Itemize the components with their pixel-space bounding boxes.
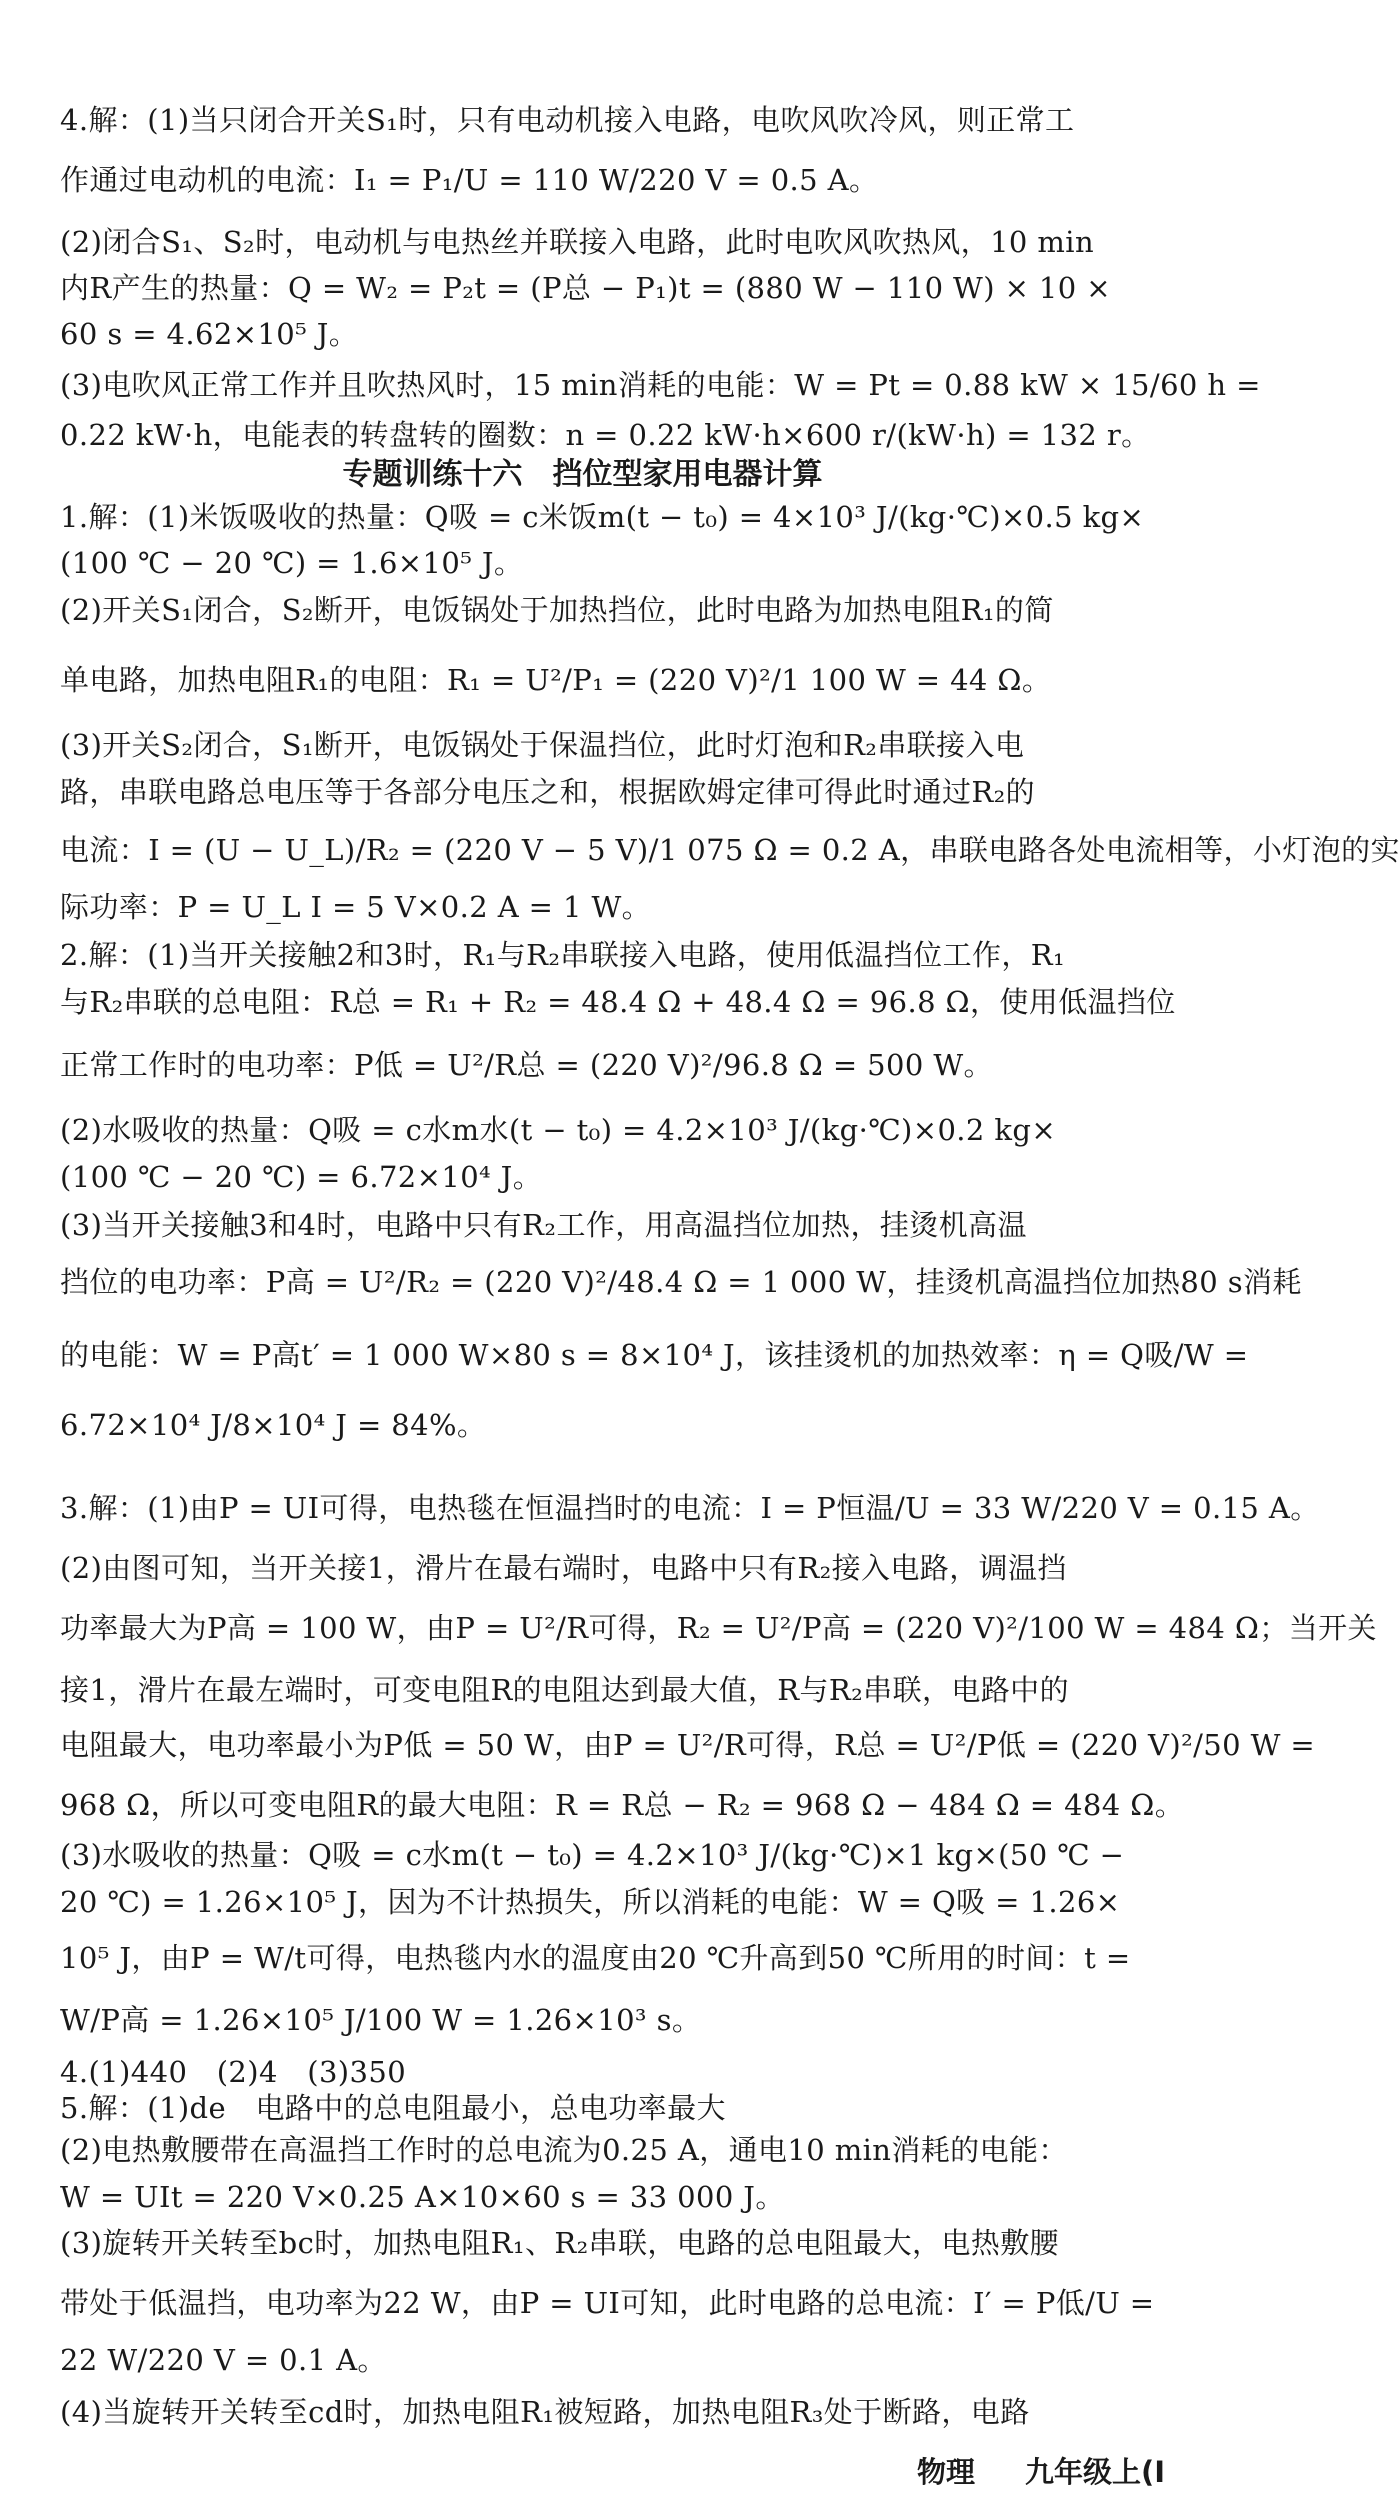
text-line: 3.解：(1)由P = UI可得，电热毯在恒温挡时的电流：I = P恒温/U = 33 W/220 V = 0.15 A。	[60, 1491, 1320, 1525]
text-line: 10⁵ J，由P = W/t可得，电热毯内水的温度由20 ℃升高到50 ℃所用的时间：t =	[60, 1941, 1131, 1975]
text-line: 际功率：P = U_L I = 5 V×0.2 A = 1 W。	[60, 890, 652, 924]
text-line: 电阻最大，电功率最小为P低 = 50 W，由P = U²/R可得，R总 = U²/P低 = (220 V)²/50 W =	[60, 1728, 1316, 1762]
text-line: 60 s = 4.62×10⁵ J。	[60, 317, 359, 351]
footer-grade: 九年级上(I	[1024, 2455, 1165, 2489]
text-line: 电流：I = (U − U_L)/R₂ = (220 V − 5 V)/1 075 Ω = 0.2 A，串联电路各处电流相等，小灯泡的实	[60, 833, 1400, 867]
text-line: (4)当旋转开关转至cd时，加热电阻R₁被短路，加热电阻R₃处于断路，电路	[60, 2395, 1030, 2429]
text-line: 内R产生的热量：Q = W₂ = P₂t = (P总 − P₁)t = (880 W − 110 W) × 10 ×	[60, 271, 1111, 305]
text-line: (2)电热敷腰带在高温挡工作时的总电流为0.25 A，通电10 min消耗的电能：	[60, 2133, 1068, 2167]
text-line: (3)开关S₂闭合，S₁断开，电饭锅处于保温挡位，此时灯泡和R₂串联接入电	[60, 728, 1025, 762]
text-line: 4.解：(1)当只闭合开关S₁时，只有电动机接入电路，电吹风吹冷风，则正常工	[60, 103, 1075, 137]
text-line: (2)闭合S₁、S₂时，电动机与电热丝并联接入电路，此时电吹风吹热风，10 min	[60, 225, 1095, 259]
text-line: (2)由图可知，当开关接1，滑片在最右端时，电路中只有R₂接入电路，调温挡	[60, 1551, 1067, 1585]
text-line: 正常工作时的电功率：P低 = U²/R总 = (220 V)²/96.8 Ω = 500 W。	[60, 1048, 993, 1082]
text-line: 0.22 kW·h，电能表的转盘转的圈数：n = 0.22 kW·h×600 r/(kW·h) = 132 r。	[60, 418, 1151, 452]
text-line: 22 W/220 V = 0.1 A。	[60, 2343, 387, 2377]
text-line: 与R₂串联的总电阻：R总 = R₁ + R₂ = 48.4 Ω + 48.4 Ω = 96.8 Ω，使用低温挡位	[60, 985, 1176, 1019]
text-line: (3)旋转开关转至bc时，加热电阻R₁、R₂串联，电路的总电阻最大，电热敷腰	[60, 2226, 1060, 2260]
text-line: 968 Ω，所以可变电阻R的最大电阻：R = R总 − R₂ = 968 Ω − 484 Ω = 484 Ω。	[60, 1788, 1185, 1822]
text-line: 5.解：(1)de 电路中的总电阻最小，总电功率最大	[60, 2091, 726, 2125]
section-heading: 专题训练十六 挡位型家用电器计算	[342, 457, 823, 492]
text-line: (2)水吸收的热量：Q吸 = c水m水(t − t₀) = 4.2×10³ J/(kg·℃)×0.2 kg×	[60, 1113, 1057, 1147]
text-line: 路，串联电路总电压等于各部分电压之和，根据欧姆定律可得此时通过R₂的	[60, 775, 1036, 809]
text-line: 6.72×10⁴ J/8×10⁴ J = 84%。	[60, 1408, 487, 1442]
page-footer	[867, 2452, 1165, 2492]
text-line: 功率最大为P高 = 100 W，由P = U²/R可得，R₂ = U²/P高 = (220 V)²/100 W = 484 Ω；当开关	[60, 1611, 1377, 1645]
text-line: 接1，滑片在最左端时，可变电阻R的电阻达到最大值，R与R₂串联，电路中的	[60, 1673, 1069, 1707]
text-line: 单电路，加热电阻R₁的电阻：R₁ = U²/P₁ = (220 V)²/1 100 W = 44 Ω。	[60, 663, 1052, 697]
text-line: 4.(1)440 (2)4 (3)350	[60, 2055, 407, 2089]
text-line: 作通过电动机的电流：I₁ = P₁/U = 110 W/220 V = 0.5 A。	[60, 163, 879, 197]
text-line: (100 ℃ − 20 ℃) = 6.72×10⁴ J。	[60, 1160, 543, 1194]
text-line: (2)开关S₁闭合，S₂断开，电饭锅处于加热挡位，此时电路为加热电阻R₁的简	[60, 593, 1054, 627]
text-line: (3)当开关接触3和4时，电路中只有R₂工作，用高温挡位加热，挂烫机高温	[60, 1208, 1027, 1242]
text-line: W = UIt = 220 V×0.25 A×10×60 s = 33 000 J。	[60, 2180, 785, 2214]
text-line: 20 ℃) = 1.26×10⁵ J，因为不计热损失，所以消耗的电能：W = Q吸 = 1.26×	[60, 1885, 1121, 1919]
text-line: (3)水吸收的热量：Q吸 = c水m(t − t₀) = 4.2×10³ J/(kg·℃)×1 kg×(50 ℃ −	[60, 1838, 1125, 1872]
text-line: 带处于低温挡，电功率为22 W，由P = UI可知，此时电路的总电流：I′ = P低/U =	[60, 2286, 1155, 2320]
text-line: W/P高 = 1.26×10⁵ J/100 W = 1.26×10³ s。	[60, 2003, 702, 2037]
text-line: (3)电吹风正常工作并且吹热风时，15 min消耗的电能：W = Pt = 0.88 kW × 15/60 h =	[60, 368, 1261, 402]
text-line: (100 ℃ − 20 ℃) = 1.6×10⁵ J。	[60, 546, 524, 580]
text-line: 的电能：W = P高t′ = 1 000 W×80 s = 8×10⁴ J，该挂烫机的加热效率：η = Q吸/W =	[60, 1338, 1249, 1372]
text-line: 1.解：(1)米饭吸收的热量：Q吸 = c米饭m(t − t₀) = 4×10³ J/(kg·℃)×0.5 kg×	[60, 500, 1145, 534]
text-line: 2.解：(1)当开关接触2和3时，R₁与R₂串联接入电路，使用低温挡位工作，R₁	[60, 938, 1066, 972]
text-line: 挡位的电功率：P高 = U²/R₂ = (220 V)²/48.4 Ω = 1 000 W，挂烫机高温挡位加热80 s消耗	[60, 1265, 1302, 1299]
footer-subject: 物理	[916, 2455, 975, 2489]
